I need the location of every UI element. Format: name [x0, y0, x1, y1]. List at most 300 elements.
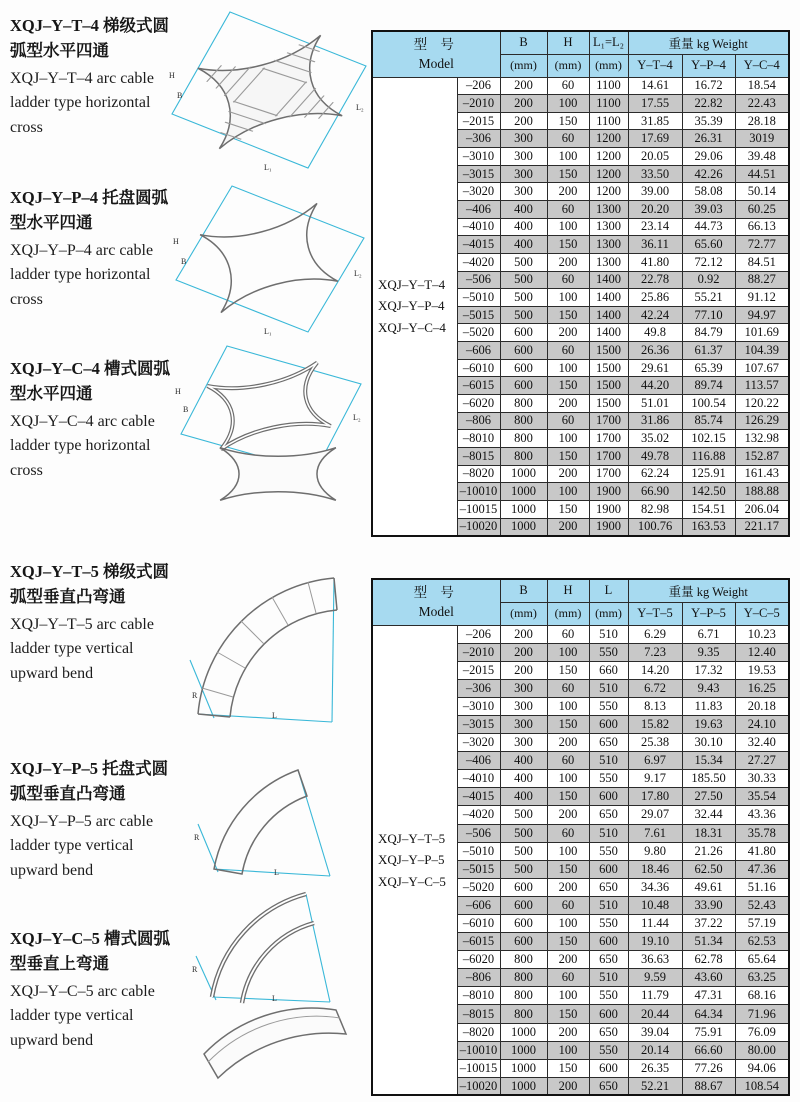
value-cell: 100: [547, 430, 589, 448]
value-cell: 88.27: [735, 271, 789, 289]
value-cell: 19.63: [682, 715, 735, 733]
value-cell: 500: [500, 253, 547, 271]
value-cell: 800: [500, 412, 547, 430]
value-cell: 65.60: [682, 236, 735, 254]
value-cell: 37.22: [682, 915, 735, 933]
value-cell: 150: [547, 1059, 589, 1077]
value-cell: 1200: [589, 165, 628, 183]
value-cell: 100: [547, 697, 589, 715]
value-cell: 400: [500, 236, 547, 254]
value-cell: 60: [547, 625, 589, 643]
value-cell: 600: [589, 1059, 628, 1077]
ladder-bend-drawing: [182, 552, 372, 727]
value-cell: 62.24: [628, 465, 682, 483]
value-cell: 400: [500, 218, 547, 236]
model-suffix-cell: –4020: [457, 806, 500, 824]
ladder-cross-drawing: [168, 8, 373, 173]
value-cell: 1500: [589, 342, 628, 360]
value-cell: 200: [500, 643, 547, 661]
value-cell: 108.54: [735, 1077, 789, 1095]
section-title-en: XQJ–Y–P–4 arc cable ladder type horizontal cross: [10, 241, 154, 309]
value-cell: 150: [547, 500, 589, 518]
value-cell: 600: [589, 1005, 628, 1023]
col-header-b: B: [500, 579, 547, 602]
value-cell: 7.23: [628, 643, 682, 661]
value-cell: 60.25: [735, 200, 789, 218]
value-cell: 1500: [589, 395, 628, 413]
value-cell: 49.8: [628, 324, 682, 342]
value-cell: 150: [547, 112, 589, 130]
value-cell: 60: [547, 896, 589, 914]
value-cell: 16.72: [682, 77, 735, 95]
value-cell: 1000: [500, 1077, 547, 1095]
value-cell: 20.18: [735, 697, 789, 715]
value-cell: 221.17: [735, 518, 789, 536]
model-suffix-cell: –3010: [457, 148, 500, 166]
value-cell: 510: [589, 896, 628, 914]
value-cell: 61.37: [682, 342, 735, 360]
value-cell: 71.96: [735, 1005, 789, 1023]
value-cell: 600: [500, 933, 547, 951]
value-cell: 65.64: [735, 951, 789, 969]
model-suffix-cell: –2015: [457, 661, 500, 679]
value-cell: 51.34: [682, 933, 735, 951]
model-group-cell: [372, 77, 457, 536]
tray-cross-drawing: [172, 178, 368, 336]
value-cell: 20.05: [628, 148, 682, 166]
value-cell: 100: [547, 643, 589, 661]
value-cell: 200: [500, 112, 547, 130]
value-cell: 72.77: [735, 236, 789, 254]
section-xqj-y-p-5: [10, 757, 173, 884]
model-suffix-cell: –10010: [457, 1041, 500, 1059]
value-cell: 550: [589, 915, 628, 933]
value-cell: 1100: [589, 77, 628, 95]
value-cell: 102.15: [682, 430, 735, 448]
value-cell: 44.20: [628, 377, 682, 395]
value-cell: 1700: [589, 447, 628, 465]
table-body: [372, 77, 789, 536]
value-cell: 20.20: [628, 200, 682, 218]
value-cell: 150: [547, 933, 589, 951]
section-title-en: XQJ–Y–C–4 arc cable ladder type horizontal cross: [10, 412, 155, 480]
value-cell: 50.14: [735, 183, 789, 201]
value-cell: 500: [500, 860, 547, 878]
value-cell: 100: [547, 218, 589, 236]
value-cell: 1700: [589, 430, 628, 448]
value-cell: 27.50: [682, 788, 735, 806]
value-cell: 66.90: [628, 483, 682, 501]
dim-label-l: L: [272, 994, 277, 1003]
value-cell: 1200: [589, 148, 628, 166]
value-cell: 200: [547, 253, 589, 271]
value-cell: 9.59: [628, 969, 682, 987]
value-cell: 21.26: [682, 842, 735, 860]
value-cell: 600: [500, 324, 547, 342]
value-cell: 660: [589, 661, 628, 679]
value-cell: 66.13: [735, 218, 789, 236]
value-cell: 60: [547, 200, 589, 218]
value-cell: 9.17: [628, 770, 682, 788]
value-cell: 510: [589, 679, 628, 697]
dim-label-r: R: [194, 833, 200, 842]
model-suffix-cell: –6020: [457, 951, 500, 969]
dimension-parallelogram: [176, 186, 364, 332]
value-cell: 18.31: [682, 824, 735, 842]
section-title-en: XQJ–Y–T–4 arc cable ladder type horizontal cross: [10, 69, 154, 137]
value-cell: 300: [500, 148, 547, 166]
value-cell: 47.36: [735, 860, 789, 878]
value-cell: 800: [500, 987, 547, 1005]
value-cell: 16.25: [735, 679, 789, 697]
value-cell: 43.36: [735, 806, 789, 824]
model-suffix-cell: –806: [457, 412, 500, 430]
model-suffix-cell: –3010: [457, 697, 500, 715]
model-group-line: XQJ–Y–T–5: [378, 830, 446, 846]
channel-cross-bottom-drawing: [196, 428, 361, 520]
dim-label-l2: L₂: [353, 413, 361, 422]
value-cell: 60: [547, 412, 589, 430]
value-cell: 550: [589, 770, 628, 788]
table-row: [372, 77, 789, 95]
section-xqj-y-c-5: [10, 927, 173, 1054]
model-suffix-cell: –5020: [457, 324, 500, 342]
spec-table-vertical-bend: [371, 578, 790, 1096]
value-cell: 800: [500, 447, 547, 465]
value-cell: 60: [547, 969, 589, 987]
dim-label-l: L: [274, 868, 279, 877]
model-suffix-cell: –4010: [457, 770, 500, 788]
value-cell: 200: [547, 324, 589, 342]
model-suffix-cell: –5015: [457, 306, 500, 324]
value-cell: 300: [500, 679, 547, 697]
value-cell: 60: [547, 342, 589, 360]
value-cell: 26.36: [628, 342, 682, 360]
model-group-line: XQJ–Y–P–5: [378, 852, 445, 868]
model-suffix-cell: –3015: [457, 165, 500, 183]
value-cell: 52.43: [735, 896, 789, 914]
value-cell: 19.10: [628, 933, 682, 951]
model-suffix-cell: –8010: [457, 430, 500, 448]
dim-label-h: H: [175, 387, 181, 396]
model-suffix-cell: –4015: [457, 788, 500, 806]
col-header-weight: 重量 kg Weight: [628, 579, 789, 602]
value-cell: 200: [547, 465, 589, 483]
value-cell: 800: [500, 969, 547, 987]
value-cell: 1200: [589, 183, 628, 201]
model-suffix-cell: –2015: [457, 112, 500, 130]
value-cell: 60: [547, 679, 589, 697]
value-cell: 60: [547, 130, 589, 148]
value-cell: 94.06: [735, 1059, 789, 1077]
value-cell: 154.51: [682, 500, 735, 518]
value-cell: 8.13: [628, 697, 682, 715]
model-suffix-cell: –6015: [457, 377, 500, 395]
value-cell: 500: [500, 289, 547, 307]
value-cell: 34.36: [628, 878, 682, 896]
table-row: [372, 625, 789, 643]
model-header-en: Model: [418, 56, 454, 72]
value-cell: 600: [589, 860, 628, 878]
value-cell: 150: [547, 377, 589, 395]
value-cell: 1200: [589, 130, 628, 148]
value-cell: 650: [589, 951, 628, 969]
value-cell: 510: [589, 752, 628, 770]
col-header-b: B: [500, 31, 547, 54]
value-cell: 185.50: [682, 770, 735, 788]
value-cell: 84.79: [682, 324, 735, 342]
value-cell: 24.10: [735, 715, 789, 733]
value-cell: 500: [500, 271, 547, 289]
section-title-cn: XQJ–Y–C–5 槽式圆弧型垂直上弯通: [10, 929, 170, 973]
value-cell: 550: [589, 643, 628, 661]
value-cell: 30.10: [682, 734, 735, 752]
value-cell: 17.55: [628, 95, 682, 113]
value-cell: 1900: [589, 500, 628, 518]
value-cell: 104.39: [735, 342, 789, 360]
value-cell: 650: [589, 806, 628, 824]
value-cell: 1000: [500, 483, 547, 501]
value-cell: 62.50: [682, 860, 735, 878]
value-cell: 82.98: [628, 500, 682, 518]
value-cell: 1000: [500, 1023, 547, 1041]
section-title-cn: XQJ–Y–P–4 托盘圆弧型水平四通: [10, 188, 169, 232]
value-cell: 84.51: [735, 253, 789, 271]
value-cell: 30.33: [735, 770, 789, 788]
model-suffix-cell: –8020: [457, 465, 500, 483]
value-cell: 60: [547, 271, 589, 289]
model-suffix-cell: –6015: [457, 933, 500, 951]
model-suffix-cell: –306: [457, 679, 500, 697]
model-suffix-cell: –10020: [457, 518, 500, 536]
value-cell: 29.06: [682, 148, 735, 166]
value-cell: 100: [547, 148, 589, 166]
value-cell: 100: [547, 1041, 589, 1059]
value-cell: 7.61: [628, 824, 682, 842]
dim-label-h: H: [173, 237, 179, 246]
value-cell: 1100: [589, 95, 628, 113]
model-suffix-cell: –8010: [457, 987, 500, 1005]
dim-label-h: H: [169, 71, 175, 80]
value-cell: 0.92: [682, 271, 735, 289]
value-cell: 200: [500, 661, 547, 679]
section-title-cn: XQJ–Y–C–4 槽式圆弧型水平四通: [10, 359, 170, 403]
value-cell: 22.78: [628, 271, 682, 289]
value-cell: 600: [589, 715, 628, 733]
model-suffix-cell: –306: [457, 130, 500, 148]
model-header: [372, 579, 500, 625]
value-cell: 100: [547, 987, 589, 1005]
value-cell: 100: [547, 483, 589, 501]
unit-mm: (mm): [500, 54, 547, 77]
section-title-en: XQJ–Y–T–5 arc cable ladder type vertical upward bend: [10, 615, 154, 683]
value-cell: 100: [547, 915, 589, 933]
dim-label-l: L: [272, 711, 277, 720]
section-xqj-y-t-4: [10, 14, 173, 141]
value-cell: 41.80: [628, 253, 682, 271]
value-cell: 120.22: [735, 395, 789, 413]
value-cell: 26.31: [682, 130, 735, 148]
model-suffix-cell: –3020: [457, 734, 500, 752]
value-cell: 500: [500, 824, 547, 842]
value-cell: 200: [547, 806, 589, 824]
table-header-row: [372, 31, 789, 54]
value-cell: 1300: [589, 236, 628, 254]
section-xqj-y-p-4: [10, 186, 173, 313]
model-suffix-cell: –10015: [457, 500, 500, 518]
value-cell: 510: [589, 824, 628, 842]
value-cell: 17.80: [628, 788, 682, 806]
value-cell: 126.29: [735, 412, 789, 430]
value-cell: 6.29: [628, 625, 682, 643]
value-cell: 100.76: [628, 518, 682, 536]
value-cell: 25.38: [628, 734, 682, 752]
model-group-line: XQJ–Y–C–4: [378, 319, 446, 335]
value-cell: 6.72: [628, 679, 682, 697]
value-cell: 35.39: [682, 112, 735, 130]
value-cell: 36.63: [628, 951, 682, 969]
value-cell: 1000: [500, 1041, 547, 1059]
value-cell: 600: [500, 342, 547, 360]
value-cell: 600: [589, 933, 628, 951]
value-cell: 1100: [589, 112, 628, 130]
value-cell: 15.34: [682, 752, 735, 770]
value-cell: 75.91: [682, 1023, 735, 1041]
value-cell: 32.40: [735, 734, 789, 752]
value-cell: 1400: [589, 289, 628, 307]
unit-mm: (mm): [500, 602, 547, 625]
value-cell: 28.18: [735, 112, 789, 130]
col-header-w3: Y–C–5: [735, 602, 789, 625]
value-cell: 51.16: [735, 878, 789, 896]
model-suffix-cell: –6010: [457, 359, 500, 377]
model-suffix-cell: –4020: [457, 253, 500, 271]
value-cell: 200: [547, 878, 589, 896]
model-suffix-cell: –2010: [457, 643, 500, 661]
value-cell: 800: [500, 395, 547, 413]
value-cell: 32.44: [682, 806, 735, 824]
value-cell: 9.43: [682, 679, 735, 697]
value-cell: 10.23: [735, 625, 789, 643]
value-cell: 113.57: [735, 377, 789, 395]
value-cell: 22.82: [682, 95, 735, 113]
model-suffix-cell: –506: [457, 271, 500, 289]
value-cell: 400: [500, 788, 547, 806]
unit-mm: (mm): [589, 54, 628, 77]
value-cell: 19.53: [735, 661, 789, 679]
value-cell: 17.69: [628, 130, 682, 148]
value-cell: 800: [500, 951, 547, 969]
col-header-weight: 重量 kg Weight: [628, 31, 789, 54]
unit-mm: (mm): [547, 54, 589, 77]
value-cell: 600: [500, 878, 547, 896]
value-cell: 1400: [589, 306, 628, 324]
model-suffix-cell: –606: [457, 342, 500, 360]
dim-label-r: R: [192, 965, 198, 974]
value-cell: 116.88: [682, 447, 735, 465]
value-cell: 41.80: [735, 842, 789, 860]
value-cell: 43.60: [682, 969, 735, 987]
col-header-w1: Y–T–4: [628, 54, 682, 77]
dim-label-r: R: [192, 691, 198, 700]
value-cell: 600: [500, 896, 547, 914]
value-cell: 1300: [589, 200, 628, 218]
value-cell: 63.25: [735, 969, 789, 987]
spec-table-horizontal-cross: [371, 30, 790, 537]
value-cell: 500: [500, 842, 547, 860]
value-cell: 42.24: [628, 306, 682, 324]
model-suffix-cell: –5015: [457, 860, 500, 878]
value-cell: 150: [547, 1005, 589, 1023]
value-cell: 9.35: [682, 643, 735, 661]
col-header-l: L: [589, 579, 628, 602]
value-cell: 49.78: [628, 447, 682, 465]
value-cell: 550: [589, 987, 628, 1005]
model-suffix-cell: –806: [457, 969, 500, 987]
value-cell: 1700: [589, 465, 628, 483]
model-suffix-cell: –406: [457, 752, 500, 770]
value-cell: 100: [547, 770, 589, 788]
value-cell: 150: [547, 236, 589, 254]
value-cell: 77.26: [682, 1059, 735, 1077]
value-cell: 42.26: [682, 165, 735, 183]
value-cell: 1500: [589, 359, 628, 377]
model-suffix-cell: –206: [457, 77, 500, 95]
value-cell: 1900: [589, 483, 628, 501]
value-cell: 22.43: [735, 95, 789, 113]
value-cell: 150: [547, 788, 589, 806]
value-cell: 11.79: [628, 987, 682, 1005]
model-group-cell: [372, 625, 457, 1095]
section-title-en: XQJ–Y–P–5 arc cable ladder type vertical upward bend: [10, 812, 154, 880]
model-suffix-cell: –10015: [457, 1059, 500, 1077]
value-cell: 88.67: [682, 1077, 735, 1095]
col-header-l: L₁=L₂: [589, 31, 628, 54]
value-cell: 600: [589, 788, 628, 806]
value-cell: 650: [589, 1077, 628, 1095]
value-cell: 89.74: [682, 377, 735, 395]
value-cell: 62.53: [735, 933, 789, 951]
value-cell: 1500: [589, 377, 628, 395]
value-cell: 1300: [589, 218, 628, 236]
section-title-cn: XQJ–Y–T–5 梯级式圆弧型垂直凸弯通: [10, 562, 170, 606]
value-cell: 9.80: [628, 842, 682, 860]
value-cell: 1700: [589, 412, 628, 430]
value-cell: 650: [589, 878, 628, 896]
col-header-w2: Y–P–5: [682, 602, 735, 625]
model-suffix-cell: –10020: [457, 1077, 500, 1095]
model-header-cn: 型 号: [413, 36, 459, 52]
value-cell: 150: [547, 860, 589, 878]
value-cell: 200: [547, 1077, 589, 1095]
model-suffix-cell: –4010: [457, 218, 500, 236]
value-cell: 27.27: [735, 752, 789, 770]
value-cell: 200: [547, 734, 589, 752]
channel-bend-bottom-drawing: [196, 996, 356, 1081]
value-cell: 500: [500, 806, 547, 824]
value-cell: 1400: [589, 271, 628, 289]
model-header-cn: 型 号: [413, 584, 459, 600]
value-cell: 39.03: [682, 200, 735, 218]
value-cell: 47.31: [682, 987, 735, 1005]
value-cell: 600: [500, 359, 547, 377]
value-cell: 14.20: [628, 661, 682, 679]
model-group-line: XQJ–Y–C–5: [378, 873, 446, 889]
value-cell: 39.00: [628, 183, 682, 201]
value-cell: 12.40: [735, 643, 789, 661]
table-body: [372, 625, 789, 1095]
value-cell: 510: [589, 625, 628, 643]
